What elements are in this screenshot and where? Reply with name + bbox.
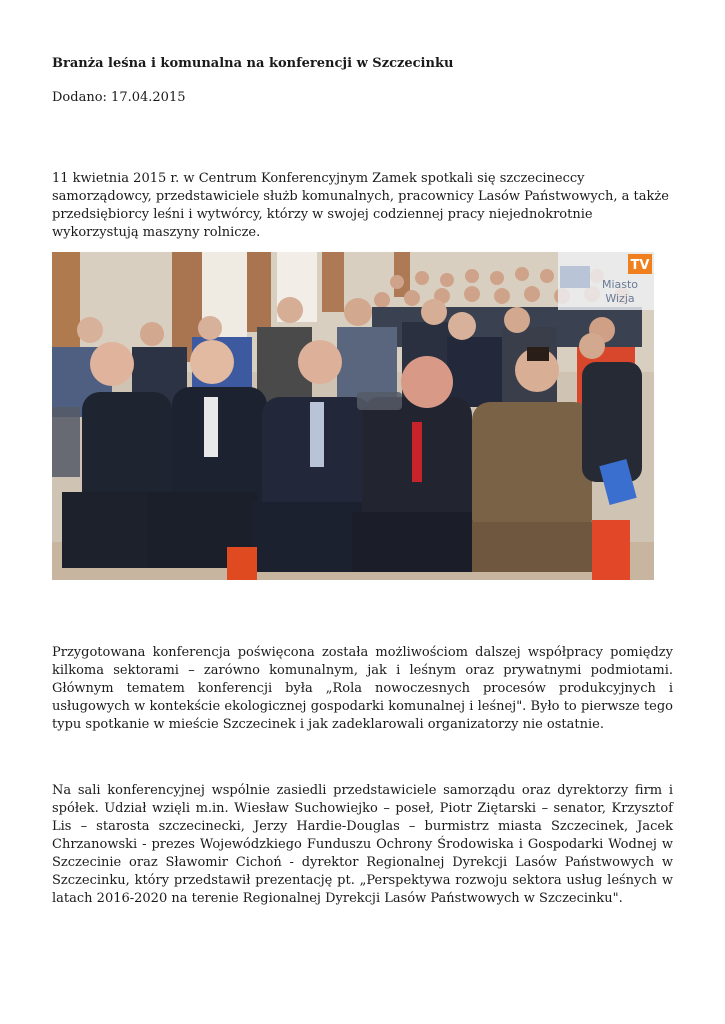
logo-miasto-text: Miasto: [601, 278, 639, 291]
paragraph-conference-topic: Przygotowana konferencja poświęcona została możliwościom dalszej współpracy pomiędzy kilkoma sektorami – zarówno komunalnym, jak i leśnym oraz prywatnymi podmiotami. Głównym tematem konferencji była „Rola nowoczesnych procesów produkcyjnych i usługowych w kontekście ekologicznej gospodarki komunalnej i leśnej". Było to pierwsze tego typu spotkanie w mieście Szczecinek i jak zadeklarowali organizatorzy nie ostatnie.: [52, 645, 673, 732]
paragraph-intro: 11 kwietnia 2015 r. w Centrum Konferencyjnym Zamek spotkali się szczecineccy samorządowcy, przedstawiciele służb komunalnych, pracownicy Lasów Państwowych, a także przedsiębiorcy leśni i wytwórcy, którzy w swojej codziennej pracy niejednokrotnie wykorzystują maszyny rolnicze.: [52, 171, 669, 240]
logo-tv-text: TV: [630, 258, 650, 273]
date-value: 17.04.2015: [111, 90, 186, 105]
logo-wizja-text: Wizja: [605, 292, 635, 305]
paragraph-participants: Na sali konferencyjnej wspólnie zasiedli przedstawiciele samorządu oraz dyrektorzy firm i spółek. Udział wzięli m.in. Wiesław Suchowiejko – poseł, Piotr Ziętarski – senator, Krzysztof Lis – starosta szczecinecki, Jerzy Hardie-Douglas – burmistrz miasta Szczecinek, Jacek Chrzanowski - prezes Wojewódzkiego Funduszu Ochrony Środowiska i Gospodarki Wodnej w Szczecinie oraz Sławomir Cichoń - dyrektor Regionalnej Dyrekcji Lasów Państwowych w Szczecinku, który przedstawił prezentację pt. „Perspektywa rozwoju sektora usług leśnych w latach 2016-2020 na terenie Regionalnej Dyrekcji Lasów Państwowych w Szczecinku".: [52, 783, 673, 906]
conference-photo: [52, 252, 654, 580]
miasto-wizja-tv-logo: [558, 252, 654, 310]
article-date: [52, 90, 185, 105]
article-title: Branża leśna i komunalna na konferencji w Szczecinku: [52, 56, 454, 71]
date-label: Dodano:: [52, 90, 107, 105]
